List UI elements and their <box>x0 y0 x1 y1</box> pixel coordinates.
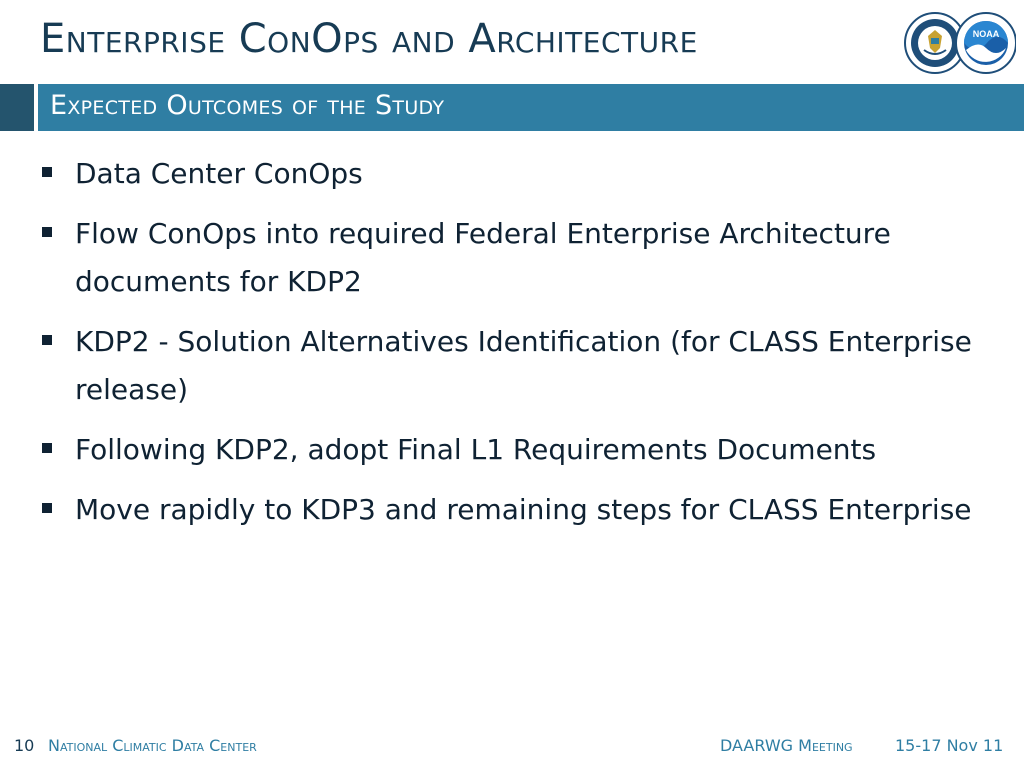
footer-date: 15-17 Nov 11 <box>895 736 1004 755</box>
footer-page-number: 10 <box>14 736 35 755</box>
square-bullet-icon <box>42 503 52 513</box>
bullet-item <box>42 210 982 306</box>
footer-organization: National Climatic Data Center <box>48 736 257 755</box>
square-bullet-icon <box>42 227 52 237</box>
bullet-text: Flow ConOps into required Federal Enterprise Architecture documents for KDP2 <box>75 217 891 298</box>
noaa-wordmark: NOAA <box>972 29 1000 39</box>
bullet-text: Following KDP2, adopt Final L1 Requirements Documents <box>75 433 877 466</box>
bullet-item <box>42 426 982 474</box>
agency-logos <box>904 10 1016 76</box>
square-bullet-icon <box>42 167 52 177</box>
bullet-text: Move rapidly to KDP3 and remaining steps for CLASS Enterprise <box>75 493 972 526</box>
footer-meeting: DAARWG Meeting <box>720 736 853 755</box>
bullet-item <box>42 150 982 198</box>
bullet-item <box>42 318 982 414</box>
bullet-list <box>42 150 982 546</box>
logo-graphic <box>904 10 1016 76</box>
bullet-item <box>42 486 982 534</box>
bullet-text: KDP2 - Solution Alternatives Identification (for CLASS Enterprise release) <box>75 325 972 406</box>
slide-title: Enterprise ConOps and Architecture <box>40 16 698 62</box>
slide-subtitle: Expected Outcomes of the Study <box>50 90 445 121</box>
subtitle-band-accent <box>0 84 34 131</box>
square-bullet-icon <box>42 335 52 345</box>
square-bullet-icon <box>42 443 52 453</box>
subtitle-band <box>38 84 1024 131</box>
noaa-logo-icon <box>956 13 1016 73</box>
bullet-text: Data Center ConOps <box>75 157 363 190</box>
